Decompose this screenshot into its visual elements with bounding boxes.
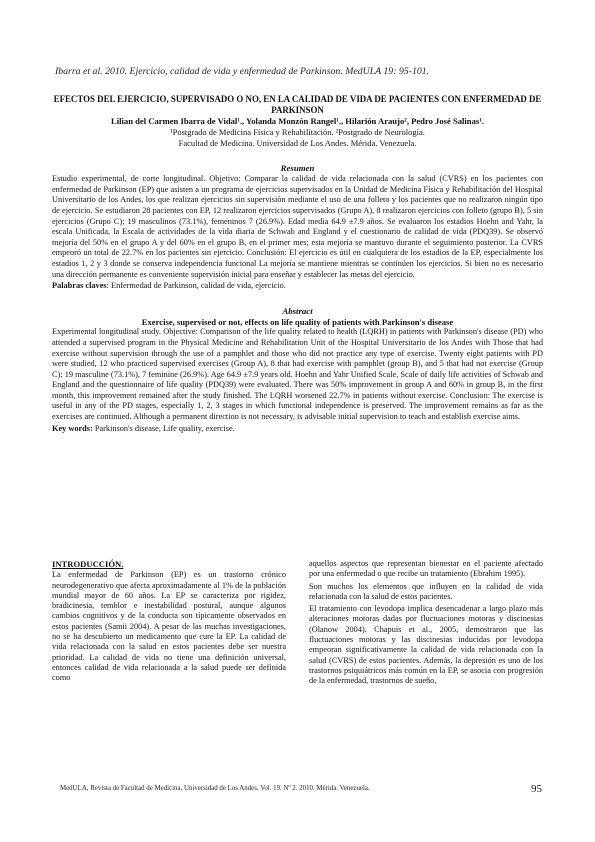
key-words <box>52 424 543 435</box>
resumen-heading: Resumen <box>280 163 315 174</box>
key-words-text: Parkinson's disease, Life quality, exercise. <box>92 423 235 433</box>
palabras-claves-label: Palabras claves <box>52 281 107 291</box>
affiliation-1: ¹Postgrado de Medicina Física y Rehabilitación. ²Postgrado de Neurología. <box>170 127 425 138</box>
intro-paragraph-4: El tratamiento con levodopa implica desencadenar a largo plazo más alteraciones motoras dadas por fluctuaciones motoras y discinesias (Olanow 2004). Chapuis et al., 2005, demostraron que las fluctuaciones motoras y las discinesias inducidas por levodopa empeoran significativamente la calidad de vida relacionada con la salud (CVRS) de estos pacientes. Además, la depresión es uno de los trastornos psiquiátricos más común en la EP, se asocia con progresión de la enfermedad, trastornos de sueño, <box>309 604 543 686</box>
abstract-heading: Abstract <box>282 305 313 316</box>
journal-footer: MedULA, Revista de Facultad de Medicina, Universidad de Los Andes. Vol. 19. Nº 2. 2010. Mérida. Venezuela. <box>60 785 370 792</box>
affiliation-2: Facultad de Medicina. Universidad de Los Andes. Mérida. Venezuela. <box>178 138 417 149</box>
intro-paragraph-1: La enfermedad de Parkinson (EP) es un trastorno crónico neurodegenerativo que afecta aproximadamente al 1% de la población mundial mayor de 60 años. La EP se caracteriza por rigidez, bradicinesia, temblor e inestabilidad postural, aunque algunos cambios cognitivos y de la conducta son típicamente observados en estos pacientes (Samii 2004). A pesar de las muchas investigaciones, no se ha descubierto un medicamento que cure la EP. La calidad de vida relacionada con la salud en estos pacientes debe ser nuestra prioridad. La calidad de vida no tiene una definición universal, entonces calidad de vida relacionada a la salud puede ser definida como <box>52 570 286 683</box>
column-right <box>309 559 543 689</box>
palabras-claves <box>52 281 543 292</box>
article-page <box>52 66 543 434</box>
intro-paragraph-2: aquellos aspectos que representan bienestar en el paciente afectado por una enfermedad o que recibe un tratamiento (Ebrahim 1995). <box>309 559 543 579</box>
article-title: EFECTOS DEL EJERCICIO, SUPERVISADO O NO, EN LA CALIDAD DE VIDA DE PACIENTES CON ENFERMEDAD DE PARKINSON <box>53 94 542 115</box>
intro-columns <box>52 559 543 689</box>
column-left <box>52 559 286 689</box>
abstract-title: Exercise, supervised or not, effects on life quality of patients with Parkinson's disease <box>141 316 454 327</box>
page-number: 95 <box>531 783 542 795</box>
key-words-label: Key words: <box>52 423 93 433</box>
intro-paragraph-3: Son muchos los elementos que influyen en la calidad de vida relacionada con la salud de estos pacientes. <box>309 581 543 601</box>
abstract-text: Experimental longitudinal study. Objective: Comparison of the life quality related to health (LQRH) in patients with Parkinson's disease (PD) who attended a supervised program in the Physical Medicine and Rehabilitation Unit of the Hospital Universitario de los Andes with Those that had exercise without supervision through the use of a pamphlet and those who did not practice any type of exercise. Twenty eight patients with PD were studied, 12 who practiced supervised exercises (Group A), 8 that had exercise with pamphlet (group B), and 5 that had not exercise (Group C); 19 masculine (73.1%), 7 feminine (26.9%). Age 64.9 ±7.9 years old. Hoehn and Yahr Unified Scale, Scale of daily life activities of Schwab and England and the questionnaire of life quality (PDQ39) were evaluated. There was 50% improvement in group A and 60% in group B, in the first month, this improvement remained after the study finished. The LQRH worsened 22.7% in patients without exercise. Conclusion: The exercise is useful in any of the PD stages, especially 1, 2, 3 stages in which functional independence is preserved. The improvement remains as far as the exercises are continued. Although a permanent direction is not necessary, is advisable initial supervision to teach and establish exercise aims. <box>52 327 543 422</box>
resumen-text: Estudio experimental, de corte longitudinal. Objetivo: Comparar la calidad de vida relacionada con la salud (CVRS) en los pacientes con enfermedad de Parkinson (EP) que asisten a un programa de ejercicios supervisados en la Unidad de Medicina Física y Rehabilitación del Hospital Universitario de los Andes, los que realizan ejercicios sin supervisión mediante el uso de una folleto y los pacientes que no realizaron ningún tipo de ejercicio. Se estudiaron 28 pacientes con EP, 12 realizaron ejercicios supervisados (Grupo A), 8 realizaron ejercicios con folleto (grupo B), 5 sin ejercicios (Grupo C); 19 masculinos (73.1%), femeninos 7 (26.9%). Edad media 64.9 ±7.9 años. Se evaluaron los estadios Hoehn and Yahr, la escala Unificada, la Escala de actividades de la vida diaria de Schwab and England y el cuestionario de calidad de vida (PDQ39). Se observó mejoría del 50% en el grupo A y del 60% en el grupo B, en el primer mes; esta mejoría se mantuvo durante el seguimiento posterior. La CVRS empeoró un total de 22.7% en los pacientes sin ejercicio. Conclusión: El ejercicio es útil en cualquiera de los estadios de la EP, especialmente los estadios 1, 2 y 3 donde se conserva independencia funcional La mejoría se mantiene mientras se continúen los ejercicios. Si bien no es necesario una dirección permanente es conveniente supervisión inicial para enseñar y establecer las metas del ejercicio. <box>52 174 543 279</box>
palabras-claves-text: : Enfermedad de Parkinson, calidad de vida, ejercicio. <box>106 281 286 291</box>
authors: Lilian del Carmen Ibarra de Vidal¹., Yolanda Monzón Rangel¹., Hilarión Araujo², Pedro José Salinas¹. <box>111 116 484 127</box>
intro-heading: INTRODUCCIÓN. <box>52 559 124 569</box>
running-head: Ibarra et al. 2010. Ejercicio, calidad de vida y enfermedad de Parkinson. MedULA 19: 95-101. <box>55 66 430 77</box>
